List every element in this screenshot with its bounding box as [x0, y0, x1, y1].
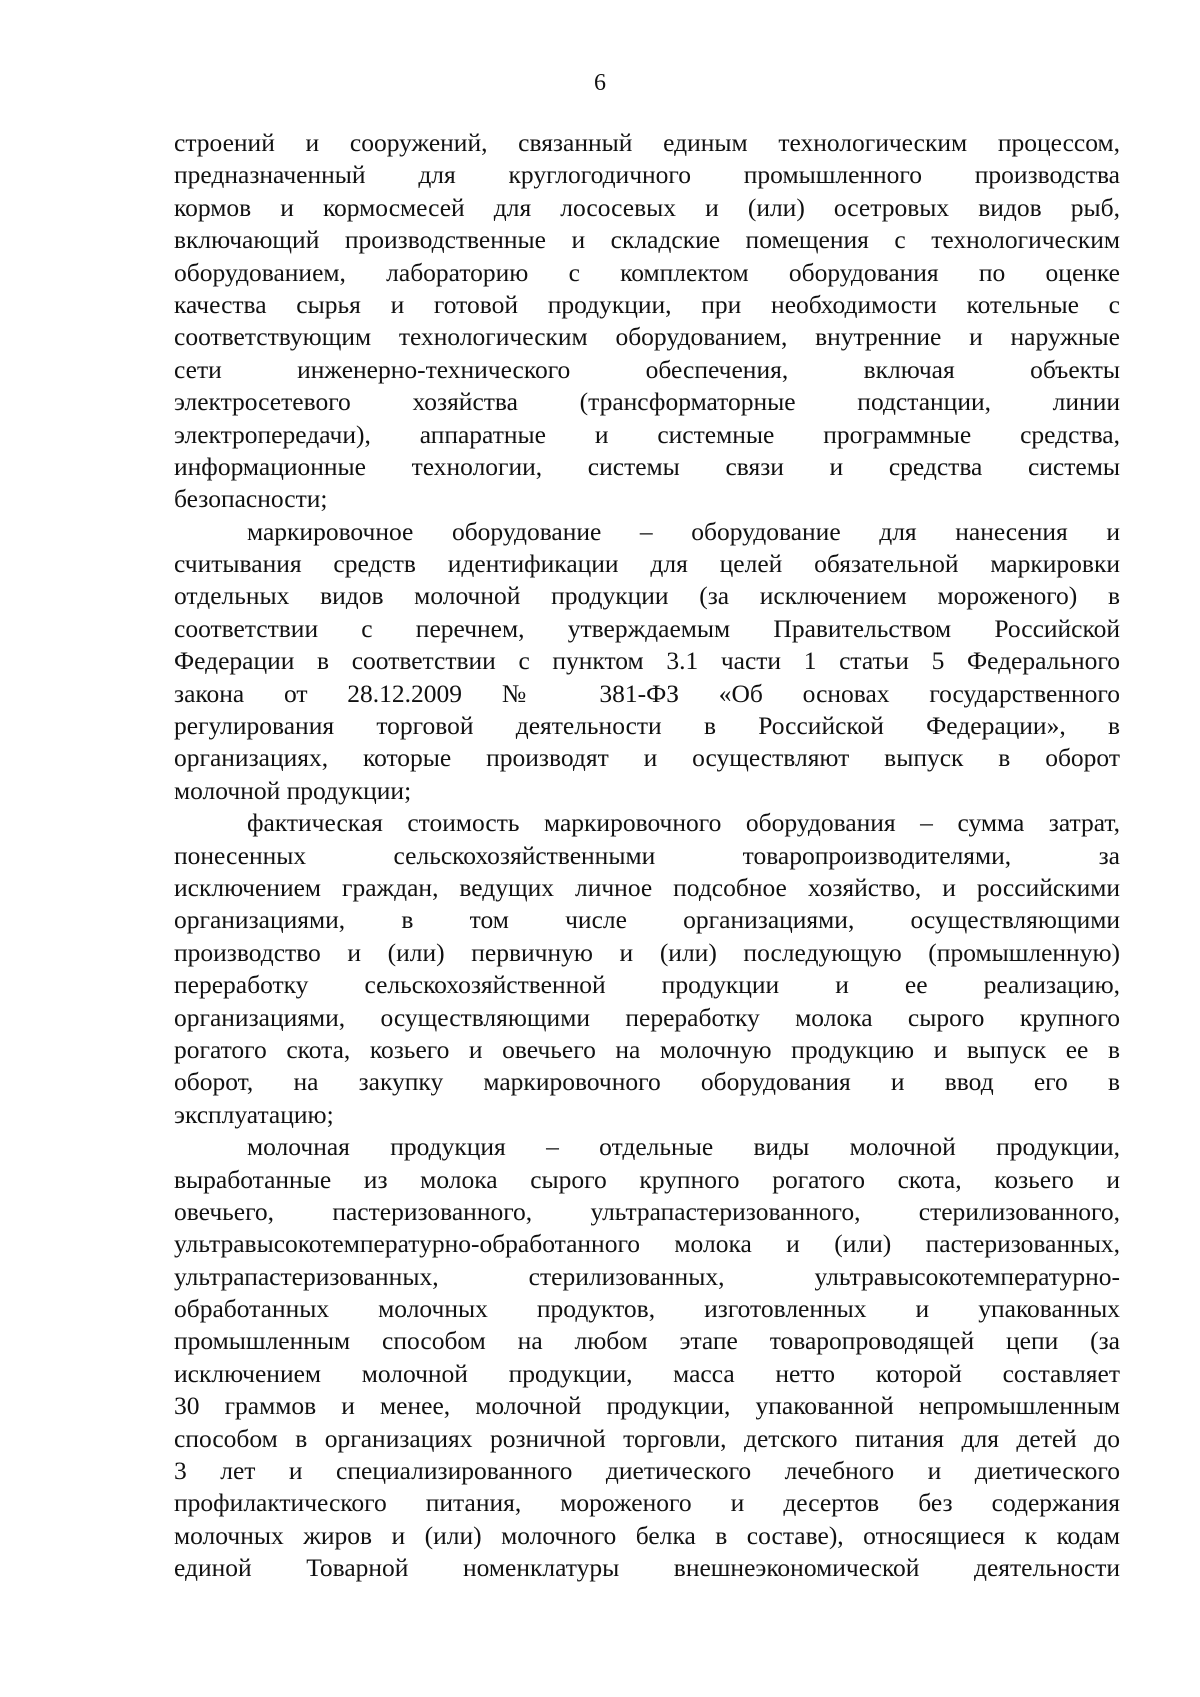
paragraph-actual-cost — [174, 807, 1120, 1131]
text-line: профилактического питания, мороженого и десертов без содержания — [174, 1488, 1120, 1518]
text-line: переработку сельскохозяйственной продукции и ее реализацию, — [174, 970, 1120, 1000]
text-line: включающий производственные и складские помещения с технологическим — [174, 225, 1120, 255]
text-line: кормов и кормосмесей для лососевых и (или) осетровых видов рыб, — [174, 192, 1120, 222]
text-line: считывания средств идентификации для целей обязательной маркировки — [174, 549, 1120, 579]
text-line: отдельных видов молочной продукции (за исключением мороженого) в — [174, 581, 1120, 611]
text-line: эксплуатацию; — [174, 1099, 334, 1129]
text-line: способом в организациях розничной торговли, детского питания для детей до — [174, 1423, 1120, 1453]
text-line: закона от 28.12.2009 № 381-ФЗ «Об основах государственного — [174, 678, 1120, 708]
text-line: соответствии с перечнем, утверждаемым Правительством Российской — [174, 613, 1120, 643]
text-line: качества сырья и готовой продукции, при необходимости котельные с — [174, 289, 1120, 319]
text-line: организациями, осуществляющими переработку молока сырого крупного — [174, 1002, 1120, 1032]
text-line: маркировочное оборудование – оборудование для нанесения и — [247, 516, 1120, 546]
text-line: обработанных молочных продуктов, изготовленных и упакованных — [174, 1294, 1120, 1324]
paragraph-dairy-products — [174, 1131, 1120, 1584]
text-line: исключением молочной продукции, масса нетто которой составляет — [174, 1358, 1120, 1388]
text-line: ультравысокотемпературно-обработанного молока и (или) пастеризованных, — [174, 1229, 1120, 1259]
text-line: рогатого скота, козьего и овечьего на молочную продукцию и выпуск ее в — [174, 1034, 1120, 1064]
text-line: фактическая стоимость маркировочного оборудования – сумма затрат, — [247, 808, 1120, 838]
text-line: производство и (или) первичную и (или) последующую (промышленную) — [174, 937, 1120, 967]
text-line: Федерации в соответствии с пунктом 3.1 части 1 статьи 5 Федерального — [174, 646, 1120, 676]
page-number: 6 — [594, 70, 606, 96]
text-line: организациями, в том числе организациями, осуществляющими — [174, 905, 1120, 935]
text-line: промышленным способом на любом этапе товаропроводящей цепи (за — [174, 1326, 1120, 1356]
text-line: электросетевого хозяйства (трансформаторные подстанции, линии — [174, 387, 1120, 417]
text-line: сети инженерно-технического обеспечения, включая объекты — [174, 354, 1120, 384]
text-line: понесенных сельскохозяйственными товаропроизводителями, за — [174, 840, 1120, 870]
text-line: 3 лет и специализированного диетического лечебного и диетического — [174, 1456, 1120, 1486]
text-line: электропередачи), аппаратные и системные программные средства, — [174, 419, 1120, 449]
text-line: единой Товарной номенклатуры внешнеэкономической деятельности — [174, 1553, 1120, 1583]
text-line: молочной продукции; — [174, 775, 412, 805]
text-line: ультрапастеризованных, стерилизованных, ультравысокотемпературно- — [174, 1261, 1120, 1291]
text-line: безопасности; — [174, 484, 328, 514]
text-line: 30 граммов и менее, молочной продукции, упакованной непромышленным — [174, 1391, 1120, 1421]
text-line: молочных жиров и (или) молочного белка в составе), относящиеся к кодам — [174, 1520, 1120, 1550]
text-line: информационные технологии, системы связи и средства системы — [174, 451, 1120, 481]
paragraph-continuation — [174, 127, 1120, 516]
text-line: исключением граждан, ведущих личное подсобное хозяйство, и российскими — [174, 872, 1120, 902]
text-line: организациях, которые производят и осуществляют выпуск в оборот — [174, 743, 1120, 773]
text-line: оборудованием, лабораторию с комплектом оборудования по оценке — [174, 257, 1120, 287]
text-line: молочная продукция – отдельные виды молочной продукции, — [247, 1132, 1120, 1162]
document-body — [174, 127, 1120, 1585]
paragraph-marking-equipment — [174, 516, 1120, 808]
text-line: выработанные из молока сырого крупного рогатого скота, козьего и — [174, 1164, 1120, 1194]
text-line: овечьего, пастеризованного, ультрапастеризованного, стерилизованного, — [174, 1196, 1120, 1226]
text-line: предназначенный для круглогодичного промышленного производства — [174, 160, 1120, 190]
text-line: оборот, на закупку маркировочного оборудования и ввод его в — [174, 1067, 1120, 1097]
text-line: регулирования торговой деятельности в Российской Федерации», в — [174, 711, 1120, 741]
text-line: строений и сооружений, связанный единым технологическим процессом, — [174, 128, 1120, 157]
text-line: соответствующим технологическим оборудованием, внутренние и наружные — [174, 322, 1120, 352]
